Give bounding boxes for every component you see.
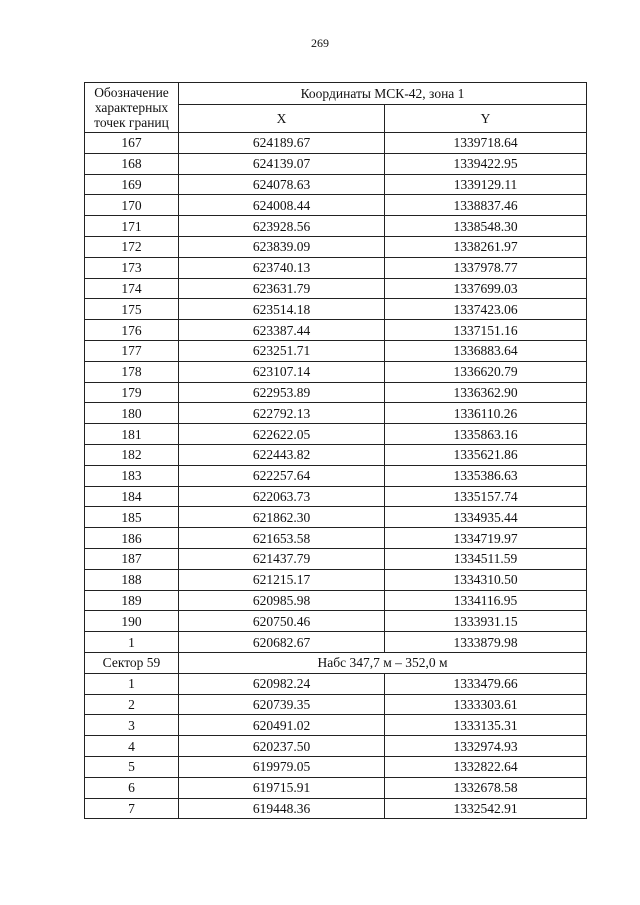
table-row <box>85 257 587 278</box>
x-coordinate-cell: 619979.05 <box>179 756 385 777</box>
y-coordinate-cell: 1335863.16 <box>385 424 587 445</box>
y-coordinate-cell: 1334310.50 <box>385 569 587 590</box>
x-coordinate-cell: 623514.18 <box>179 299 385 320</box>
point-number-cell: 185 <box>85 507 179 528</box>
y-coordinate-cell: 1336110.26 <box>385 403 587 424</box>
y-coordinate-cell: 1336620.79 <box>385 361 587 382</box>
table-row <box>85 133 587 154</box>
y-coordinate-cell: 1334935.44 <box>385 507 587 528</box>
point-number-cell: 183 <box>85 465 179 486</box>
y-coordinate-cell: 1339422.95 <box>385 153 587 174</box>
x-coordinate-cell: 623839.09 <box>179 236 385 257</box>
x-coordinate-cell: 624139.07 <box>179 153 385 174</box>
point-number-cell: 175 <box>85 299 179 320</box>
y-coordinate-cell: 1338837.46 <box>385 195 587 216</box>
y-coordinate-cell: 1332678.58 <box>385 777 587 798</box>
y-coordinate-cell: 1339718.64 <box>385 133 587 154</box>
x-coordinate-cell: 619715.91 <box>179 777 385 798</box>
x-coordinate-cell: 622257.64 <box>179 465 385 486</box>
table-row <box>85 320 587 341</box>
table-header-row <box>85 83 587 105</box>
table-row <box>85 340 587 361</box>
point-number-cell: 181 <box>85 424 179 445</box>
point-number-cell: 186 <box>85 528 179 549</box>
point-number-cell: 4 <box>85 736 179 757</box>
table-row <box>85 444 587 465</box>
x-coordinate-cell: 623631.79 <box>179 278 385 299</box>
x-coordinate-cell: 624189.67 <box>179 133 385 154</box>
y-coordinate-cell: 1338548.30 <box>385 216 587 237</box>
table-row <box>85 174 587 195</box>
y-coordinate-cell: 1336362.90 <box>385 382 587 403</box>
point-number-cell: 180 <box>85 403 179 424</box>
table-row <box>85 361 587 382</box>
sector-label-cell: Сектор 59 <box>85 652 179 673</box>
point-number-cell: 167 <box>85 133 179 154</box>
point-number-cell: 1 <box>85 632 179 653</box>
table-row <box>85 611 587 632</box>
table-row <box>85 715 587 736</box>
table-row <box>85 528 587 549</box>
y-coordinate-cell: 1333931.15 <box>385 611 587 632</box>
y-column-header: Y <box>385 105 587 133</box>
y-coordinate-cell: 1332822.64 <box>385 756 587 777</box>
x-coordinate-cell: 623740.13 <box>179 257 385 278</box>
y-coordinate-cell: 1337151.16 <box>385 320 587 341</box>
x-coordinate-cell: 620237.50 <box>179 736 385 757</box>
coords-title-header: Координаты МСК-42, зона 1 <box>179 83 587 105</box>
table-row <box>85 153 587 174</box>
table-row <box>85 798 587 819</box>
y-coordinate-cell: 1334116.95 <box>385 590 587 611</box>
y-coordinate-cell: 1339129.11 <box>385 174 587 195</box>
point-number-cell: 6 <box>85 777 179 798</box>
x-coordinate-cell: 620682.67 <box>179 632 385 653</box>
y-coordinate-cell: 1334719.97 <box>385 528 587 549</box>
x-coordinate-cell: 622443.82 <box>179 444 385 465</box>
x-coordinate-cell: 620982.24 <box>179 673 385 694</box>
y-coordinate-cell: 1335157.74 <box>385 486 587 507</box>
y-coordinate-cell: 1333135.31 <box>385 715 587 736</box>
x-coordinate-cell: 621862.30 <box>179 507 385 528</box>
table-row <box>85 195 587 216</box>
point-number-cell: 3 <box>85 715 179 736</box>
point-label-header: Обозначение характерных точек границ <box>85 83 179 133</box>
y-coordinate-cell: 1338261.97 <box>385 236 587 257</box>
point-number-cell: 184 <box>85 486 179 507</box>
x-coordinate-cell: 623928.56 <box>179 216 385 237</box>
x-coordinate-cell: 621437.79 <box>179 548 385 569</box>
y-coordinate-cell: 1337423.06 <box>385 299 587 320</box>
point-number-cell: 1 <box>85 673 179 694</box>
point-number-cell: 176 <box>85 320 179 341</box>
sector-height-cell: Набс 347,7 м – 352,0 м <box>179 652 587 673</box>
y-coordinate-cell: 1332542.91 <box>385 798 587 819</box>
y-coordinate-cell: 1335621.86 <box>385 444 587 465</box>
x-coordinate-cell: 622622.05 <box>179 424 385 445</box>
x-coordinate-cell: 622792.13 <box>179 403 385 424</box>
point-number-cell: 174 <box>85 278 179 299</box>
x-coordinate-cell: 622953.89 <box>179 382 385 403</box>
table-row <box>85 236 587 257</box>
table-row <box>85 548 587 569</box>
y-coordinate-cell: 1333479.66 <box>385 673 587 694</box>
x-coordinate-cell: 621653.58 <box>179 528 385 549</box>
x-coordinate-cell: 623251.71 <box>179 340 385 361</box>
table-row <box>85 299 587 320</box>
point-number-cell: 189 <box>85 590 179 611</box>
y-coordinate-cell: 1332974.93 <box>385 736 587 757</box>
point-number-cell: 2 <box>85 694 179 715</box>
table-row <box>85 777 587 798</box>
x-coordinate-cell: 623107.14 <box>179 361 385 382</box>
point-number-cell: 182 <box>85 444 179 465</box>
x-column-header: X <box>179 105 385 133</box>
x-coordinate-cell: 621215.17 <box>179 569 385 590</box>
table-row <box>85 278 587 299</box>
table-row <box>85 736 587 757</box>
table-row <box>85 382 587 403</box>
point-number-cell: 169 <box>85 174 179 195</box>
table-row <box>85 694 587 715</box>
table-row <box>85 673 587 694</box>
page-number: 269 <box>311 36 329 50</box>
point-number-cell: 188 <box>85 569 179 590</box>
table-row <box>85 756 587 777</box>
x-coordinate-cell: 623387.44 <box>179 320 385 341</box>
point-number-cell: 171 <box>85 216 179 237</box>
y-coordinate-cell: 1335386.63 <box>385 465 587 486</box>
point-number-cell: 187 <box>85 548 179 569</box>
y-coordinate-cell: 1333303.61 <box>385 694 587 715</box>
point-number-cell: 7 <box>85 798 179 819</box>
y-coordinate-cell: 1337699.03 <box>385 278 587 299</box>
table-row <box>85 403 587 424</box>
sector-row <box>85 652 587 673</box>
x-coordinate-cell: 620491.02 <box>179 715 385 736</box>
table-row <box>85 569 587 590</box>
x-coordinate-cell: 620739.35 <box>179 694 385 715</box>
point-number-cell: 190 <box>85 611 179 632</box>
x-coordinate-cell: 620985.98 <box>179 590 385 611</box>
y-coordinate-cell: 1336883.64 <box>385 340 587 361</box>
y-coordinate-cell: 1333879.98 <box>385 632 587 653</box>
point-number-cell: 168 <box>85 153 179 174</box>
point-number-cell: 5 <box>85 756 179 777</box>
point-number-cell: 172 <box>85 236 179 257</box>
point-number-cell: 170 <box>85 195 179 216</box>
x-coordinate-cell: 624008.44 <box>179 195 385 216</box>
point-number-cell: 178 <box>85 361 179 382</box>
y-coordinate-cell: 1337978.77 <box>385 257 587 278</box>
table-row <box>85 507 587 528</box>
point-number-cell: 179 <box>85 382 179 403</box>
point-number-cell: 177 <box>85 340 179 361</box>
coordinates-table <box>84 82 587 819</box>
table-row <box>85 216 587 237</box>
point-number-cell: 173 <box>85 257 179 278</box>
x-coordinate-cell: 624078.63 <box>179 174 385 195</box>
table-row <box>85 424 587 445</box>
table-row <box>85 632 587 653</box>
x-coordinate-cell: 622063.73 <box>179 486 385 507</box>
table-row <box>85 590 587 611</box>
x-coordinate-cell: 619448.36 <box>179 798 385 819</box>
table-row <box>85 486 587 507</box>
x-coordinate-cell: 620750.46 <box>179 611 385 632</box>
table-row <box>85 465 587 486</box>
y-coordinate-cell: 1334511.59 <box>385 548 587 569</box>
